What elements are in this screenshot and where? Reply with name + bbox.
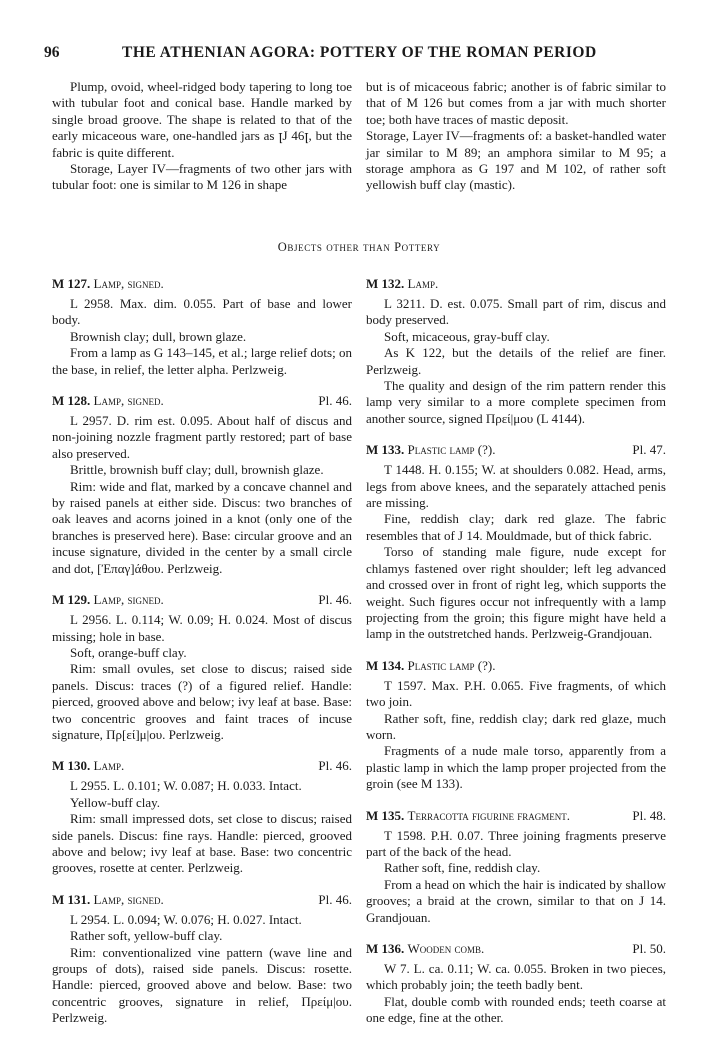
entry-paragraph: Fine, reddish clay; dark red glaze. The fabric resembles that of J 14. Mouldmade, but of thick fabric. xyxy=(366,511,666,543)
catalogue-number: M 128. xyxy=(52,393,91,409)
plate-reference: Pl. 46. xyxy=(318,393,352,409)
catalogue-number: M 131. xyxy=(52,891,91,907)
entry-heading xyxy=(52,393,352,411)
plate-reference: Pl. 46. xyxy=(318,758,352,774)
entry-paragraph: T 1448. H. 0.155; W. at shoulders 0.082. Head, arms, legs from above knees, and the separately attached penis are missing. xyxy=(366,462,666,511)
top-left-column xyxy=(52,79,352,194)
entry-paragraph: Flat, double comb with rounded ends; teeth coarse at one edge, fine at the other. xyxy=(366,993,666,1026)
entry-heading xyxy=(52,892,352,910)
entry-title: Lamp, signed. xyxy=(93,891,164,907)
entry-title: Plastic lamp (?). xyxy=(407,657,496,673)
entry-heading xyxy=(52,758,352,776)
catalogue-entry xyxy=(52,758,352,876)
catalogue-entry xyxy=(366,808,666,926)
entry-paragraph: Rim: wide and flat, marked by a concave channel and by raised panels at either side. Discus: two branches of oak leaves and acorns joined in a knot (only one of the branches is preserved here). Base: circular groove and an incuse signature, divided in the center by a small circle and dot, [Ἐπαγ]άθου. Perlzweig. xyxy=(52,478,352,576)
page-header xyxy=(44,44,684,64)
catalogue-entry xyxy=(366,658,666,793)
section-heading: Objects other than Pottery xyxy=(277,240,441,254)
catalogue-number: M 135. xyxy=(366,807,405,823)
entry-title: Lamp, signed. xyxy=(93,393,164,409)
catalogue-number: M 129. xyxy=(52,592,91,608)
paragraph: but is of micaceous fabric; another is of fabric similar to that of M 126 but comes from a jar with much shorter toe; both have traces of mastic deposit. xyxy=(366,79,666,127)
catalogue-number: M 127. xyxy=(52,276,91,291)
entry-heading xyxy=(366,442,666,460)
plate-reference: Pl. 46. xyxy=(318,891,352,907)
entry-paragraph: T 1598. P.H. 0.07. Three joining fragments preserve part of the back of the head. xyxy=(366,827,666,859)
paragraph: Plump, ovoid, wheel-ridged body tapering to long toe with tubular foot and conical base. Handle marked by single broad groove. The shape is related to that of the early micaceous ware, one-handled jars as ꞁJ 46ꞁ, but the fabric is quite different. xyxy=(52,79,352,160)
entry-heading xyxy=(366,276,666,294)
entry-heading xyxy=(366,941,666,959)
catalogue-entry xyxy=(366,941,666,1027)
entry-paragraph: L 2954. L. 0.094; W. 0.076; H. 0.027. Intact. xyxy=(70,911,302,927)
entry-title: Lamp, signed. xyxy=(93,592,164,608)
catalogue-number: M 136. xyxy=(366,941,405,956)
entry-paragraph: Rather soft, yellow-buff clay. xyxy=(70,928,223,944)
paragraph: Storage, Layer IV—fragments of: a basket-handled water jar similar to M 89; an amphora similar to M 95; a storage amphora as G 197 and M 102, of rather soft yellowish buff clay (mastic). xyxy=(366,128,666,193)
plate-reference: Pl. 50. xyxy=(632,941,666,956)
page-number: 96 xyxy=(44,44,60,61)
entry-paragraph: L 2955. L. 0.101; W. 0.087; H. 0.033. Intact. xyxy=(70,778,302,794)
entry-paragraph: Rather soft, fine, reddish clay. xyxy=(384,860,541,876)
entry-paragraph: The quality and design of the rim pattern render this lamp very similar to a more complete specimen from another source, signed Πρεί|μου (L 4144). xyxy=(366,378,666,426)
entry-title: Wooden comb. xyxy=(407,941,485,956)
entry-paragraph: L 2958. Max. dim. 0.055. Part of base and lower body. xyxy=(52,296,352,328)
running-title: THE ATHENIAN AGORA: POTTERY OF THE ROMAN PERIOD xyxy=(122,44,597,61)
entry-title: Lamp, signed. xyxy=(93,276,164,291)
entry-heading xyxy=(52,276,352,294)
catalogue-entry xyxy=(52,393,352,577)
entry-title: Lamp. xyxy=(93,758,125,774)
plate-reference: Pl. 48. xyxy=(632,807,666,823)
catalogue-entry xyxy=(52,892,352,1027)
entry-paragraph: Torso of standing male figure, nude except for chlamys fastened over right shoulder; left leg advanced and crossed over in front of right leg, which supports the weight. Such figures occur not infrequently with a lamp projecting from the groin; this figure might have held a lamp in the outstretched hands. Perlzweig-Grandjouan. xyxy=(366,544,666,642)
catalogue-number: M 133. xyxy=(366,442,405,458)
entry-paragraph: L 2956. L. 0.114; W. 0.09; H. 0.024. Most of discus missing; hole in base. xyxy=(52,612,352,644)
catalogue-entry xyxy=(52,276,352,378)
entry-paragraph: W 7. L. ca. 0.11; W. ca. 0.055. Broken in two pieces, which probably join; the teeth badly bent. xyxy=(366,961,666,993)
catalogue-right-column xyxy=(366,276,666,1042)
entry-paragraph: T 1597. Max. P.H. 0.065. Five fragments, of which two join. xyxy=(366,677,666,710)
entry-title: Terracotta figurine fragment. xyxy=(407,807,571,823)
plate-reference: Pl. 47. xyxy=(632,442,666,458)
entry-paragraph: Brownish clay; dull, brown glaze. xyxy=(70,328,247,344)
catalogue-number: M 132. xyxy=(366,276,405,291)
entry-title: Plastic lamp (?). xyxy=(407,442,496,458)
entry-paragraph: Rim: conventionalized vine pattern (wave line and groups of dots), raised side panels. Discus: rosette. Handle: pierced, grooved above and below. Base: two concentric grooves, signature in relief, Πρείμ|ου. Perlzweig. xyxy=(52,944,352,1026)
entry-paragraph: Rather soft, fine, reddish clay; dark red glaze, much worn. xyxy=(366,710,666,742)
entry-paragraph: From a lamp as G 143–145, et al.; large relief dots; on the base, in relief, the letter alpha. Perlzweig. xyxy=(52,345,352,377)
entry-paragraph: Soft, micaceous, gray-buff clay. xyxy=(384,328,550,344)
paragraph: Storage, Layer IV—fragments of two other jars with tubular foot: one is similar to M 126 in shape xyxy=(52,161,352,193)
entry-paragraph: Brittle, brownish buff clay; dull, brownish glaze. xyxy=(70,462,324,478)
entry-paragraph: L 2957. D. rim est. 0.095. About half of discus and non-joining nozzle fragment partly restored; part of base also preserved. xyxy=(52,413,352,461)
entry-paragraph: As K 122, but the details of the relief are finer. Perlzweig. xyxy=(366,345,666,377)
entry-title: Lamp. xyxy=(407,276,439,291)
entry-paragraph: Rim: small impressed dots, set close to discus; raised side panels. Discus: fine rays. Handle: pierced, grooved above and below; ivy leaf at base. Base: two concentric grooves, rosette at center. Perlzweig. xyxy=(52,811,352,876)
entry-heading xyxy=(52,592,352,610)
entry-paragraph: Rim: small ovules, set close to discus; raised side panels. Discus: traces (?) of a figured relief. Handle: pierced, grooved above and below; ivy leaf at base. Base: two concentric grooves and faint traces of incuse signature, Πρ[εί]μ|ου. Perlzweig. xyxy=(52,661,352,742)
catalogue-entry xyxy=(52,592,352,743)
entry-paragraph: Yellow-buff clay. xyxy=(70,794,161,810)
entry-heading xyxy=(366,658,666,676)
entry-paragraph: L 3211. D. est. 0.075. Small part of rim, discus and body preserved. xyxy=(366,296,666,328)
entry-paragraph: Soft, orange-buff clay. xyxy=(70,644,187,660)
catalogue-number: M 134. xyxy=(366,657,405,673)
entry-paragraph: Fragments of a nude male torso, apparently from a plastic lamp in which the lamp proper projected from the groin (see M 133). xyxy=(366,743,666,792)
entry-paragraph: From a head on which the hair is indicated by shallow grooves; a braid at the crown, similar to that on J 14. Grandjouan. xyxy=(366,876,666,925)
catalogue-entry xyxy=(366,442,666,642)
entry-heading xyxy=(366,808,666,826)
plate-reference: Pl. 46. xyxy=(318,592,352,608)
top-right-column xyxy=(366,79,666,194)
catalogue-number: M 130. xyxy=(52,758,91,774)
catalogue-entry xyxy=(366,276,666,427)
catalogue-left-column xyxy=(52,276,352,1042)
